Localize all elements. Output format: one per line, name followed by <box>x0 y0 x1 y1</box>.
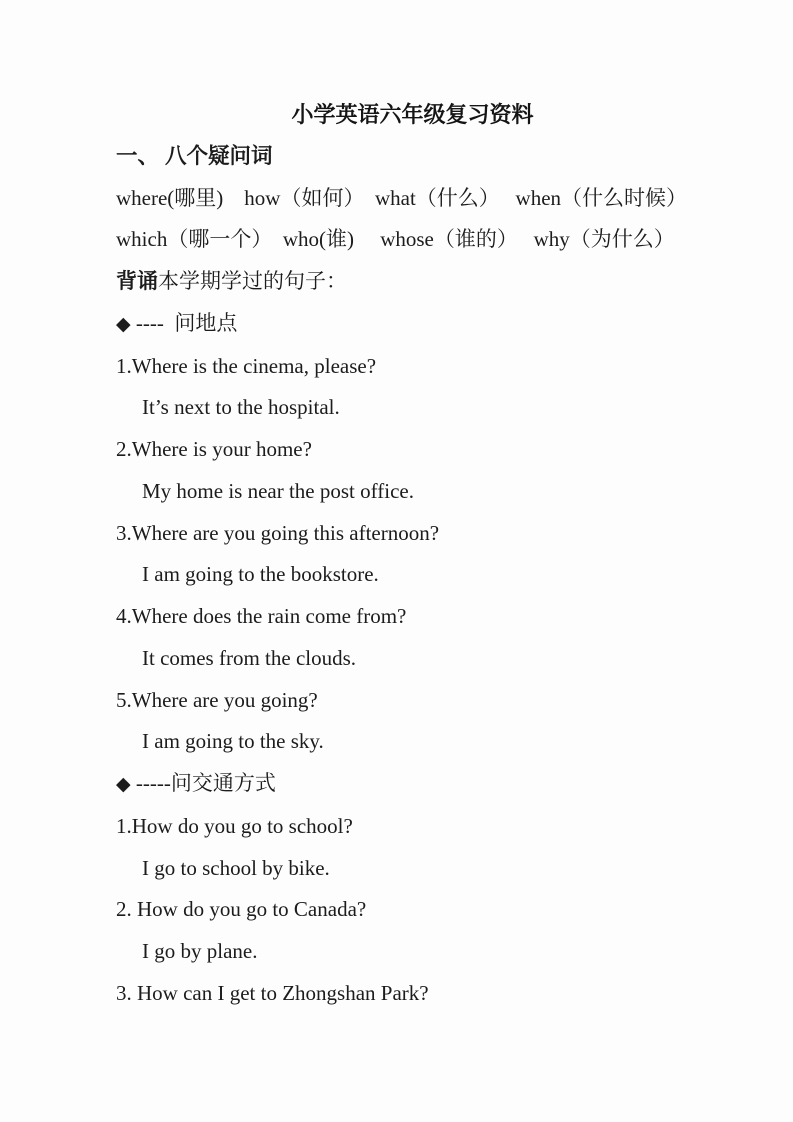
topic-heading-transport <box>0 763 793 806</box>
question-words-line-1: where(哪里) how（如何） what（什么） when（什么时候） <box>116 185 688 210</box>
topic-heading-location <box>0 303 793 346</box>
section-heading: 一、 八个疑问词 <box>116 143 273 168</box>
question-line: 1.Where is the cinema, please? <box>116 353 377 378</box>
question-line: 5.Where are you going? <box>116 687 318 712</box>
question-line: 2.Where is your home? <box>116 437 312 461</box>
diamond-bullet-icon: ◆ <box>116 312 131 335</box>
answer-line: I go by plane. <box>142 939 258 963</box>
question-words-line-2: which（哪一个） who(谁) whose（谁的） why（为什么） <box>116 227 675 252</box>
document-title: 小学英语六年级复习资料 <box>291 102 534 127</box>
topic-label-location: ---- 问地点 <box>130 310 238 335</box>
answer-line: I am going to the bookstore. <box>142 562 379 587</box>
question-line: 3. How can I get to Zhongshan Park? <box>116 980 429 1005</box>
answer-line: I am going to the sky. <box>142 729 324 754</box>
answer-line: It’s next to the hospital. <box>142 395 340 420</box>
recite-label-rest: 本学期学过的句子： <box>158 269 347 293</box>
topic-label-transport: -----问交通方式 <box>130 771 276 795</box>
diamond-bullet-icon: ◆ <box>116 773 131 795</box>
question-line: 2. How do you go to Canada? <box>116 897 367 922</box>
answer-line: I go to school by bike. <box>142 855 330 880</box>
answer-line: It comes from the clouds. <box>142 645 357 670</box>
answer-line: My home is near the post office. <box>142 478 414 503</box>
recite-instruction <box>0 261 793 303</box>
question-line: 3.Where are you going this afternoon? <box>116 520 440 545</box>
recite-label-bold: 背诵 <box>116 270 158 293</box>
question-line: 4.Where does the rain come from? <box>116 604 407 628</box>
question-line: 1.How do you go to school? <box>116 813 353 838</box>
